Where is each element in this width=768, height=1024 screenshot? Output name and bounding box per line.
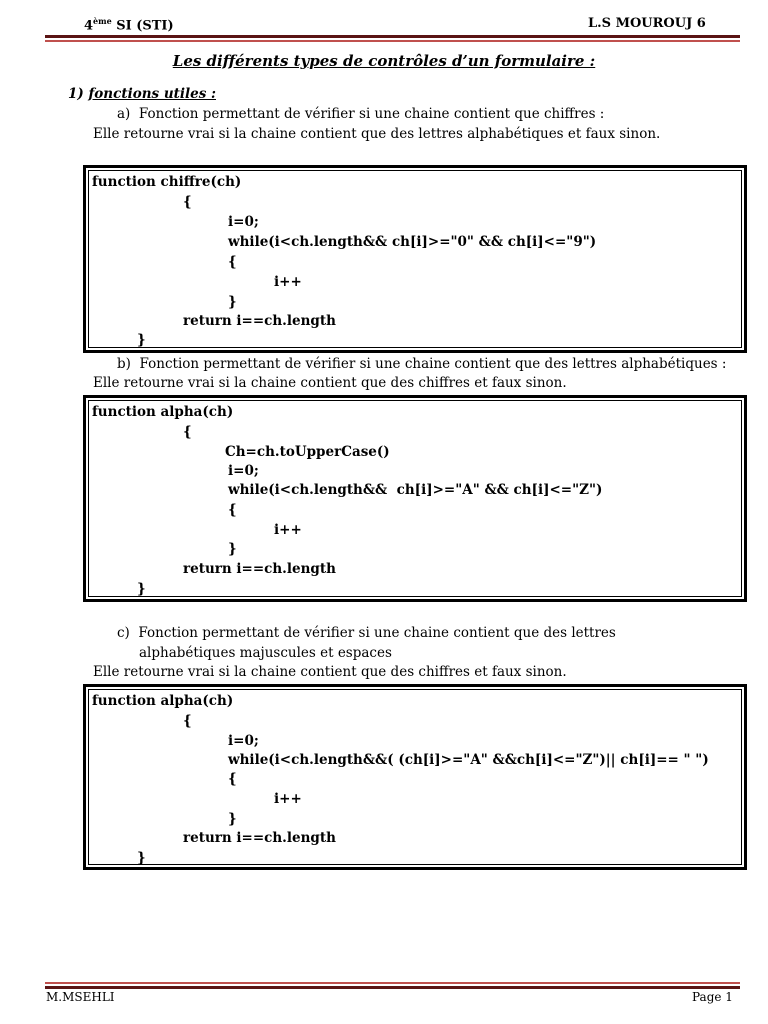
code-line: { [228, 254, 237, 270]
code-line: } [137, 332, 146, 348]
header-right: L.S MOUROUJ 6 [588, 16, 706, 31]
code-line: i=0; [228, 214, 259, 230]
item-c-description: c) Fonction permettant de vérifier si une chaine contient que des lettres [117, 625, 616, 641]
code-line: { [183, 194, 192, 210]
code-box-alpha-espaces [83, 684, 747, 870]
code-line: function chiffre(ch) [92, 174, 242, 190]
code-line: { [228, 771, 237, 787]
code-line: i++ [274, 522, 302, 538]
code-line: return i==ch.length [183, 830, 336, 846]
code-box-chiffre [83, 165, 747, 353]
page-title: Les différents types de contrôles d’un formulaire : [172, 52, 596, 70]
code-line: i=0; [228, 463, 259, 479]
code-line: { [183, 713, 192, 729]
code-line: i++ [274, 791, 302, 807]
code-line: return i==ch.length [183, 313, 336, 329]
item-a-description: a) Fonction permettant de vérifier si une chaine contient que chiffres : [117, 106, 605, 122]
item-c-returns: Elle retourne vrai si la chaine contient que des chiffres et faux sinon. [93, 664, 567, 680]
code-line: } [228, 811, 237, 827]
code-line: while(i<ch.length&&( (ch[i]>="A" &&ch[i]<="Z")|| ch[i]== " ") [228, 752, 709, 768]
code-line: } [228, 541, 237, 557]
item-b-returns: Elle retourne vrai si la chaine contient que des chiffres et faux sinon. [93, 375, 567, 391]
code-line: return i==ch.length [183, 561, 336, 577]
header-rule [45, 35, 740, 38]
header-rule-accent [45, 40, 740, 42]
code-line: } [228, 294, 237, 310]
code-line: { [228, 502, 237, 518]
footer-author: M.MSEHLI [46, 990, 115, 1004]
item-b-description: b) Fonction permettant de vérifier si une chaine contient que des lettres alphabétiques : [117, 356, 727, 372]
code-line: i=0; [228, 733, 259, 749]
code-line: } [137, 581, 146, 597]
item-c-description-cont: alphabétiques majuscules et espaces [139, 645, 392, 661]
code-line: function alpha(ch) [92, 693, 234, 709]
page-number: Page 1 [692, 990, 733, 1004]
code-line: i++ [274, 274, 302, 290]
header-left: 4ème SI (STI) [84, 16, 174, 34]
code-box-alpha [83, 395, 747, 602]
code-line: { [183, 424, 192, 440]
code-line: Ch=ch.toUpperCase() [225, 444, 390, 460]
section-heading: 1) fonctions utiles : [68, 86, 216, 102]
item-a-returns: Elle retourne vrai si la chaine contient que des lettres alphabétiques et faux sinon. [93, 126, 661, 142]
code-line: while(i<ch.length&& ch[i]>="0" && ch[i]<="9") [228, 234, 597, 250]
code-line: while(i<ch.length&& ch[i]>="A" && ch[i]<="Z") [228, 482, 603, 498]
code-line: } [137, 850, 146, 866]
footer-rule-accent [45, 982, 740, 984]
footer-rule [45, 986, 740, 989]
code-line: function alpha(ch) [92, 404, 234, 420]
